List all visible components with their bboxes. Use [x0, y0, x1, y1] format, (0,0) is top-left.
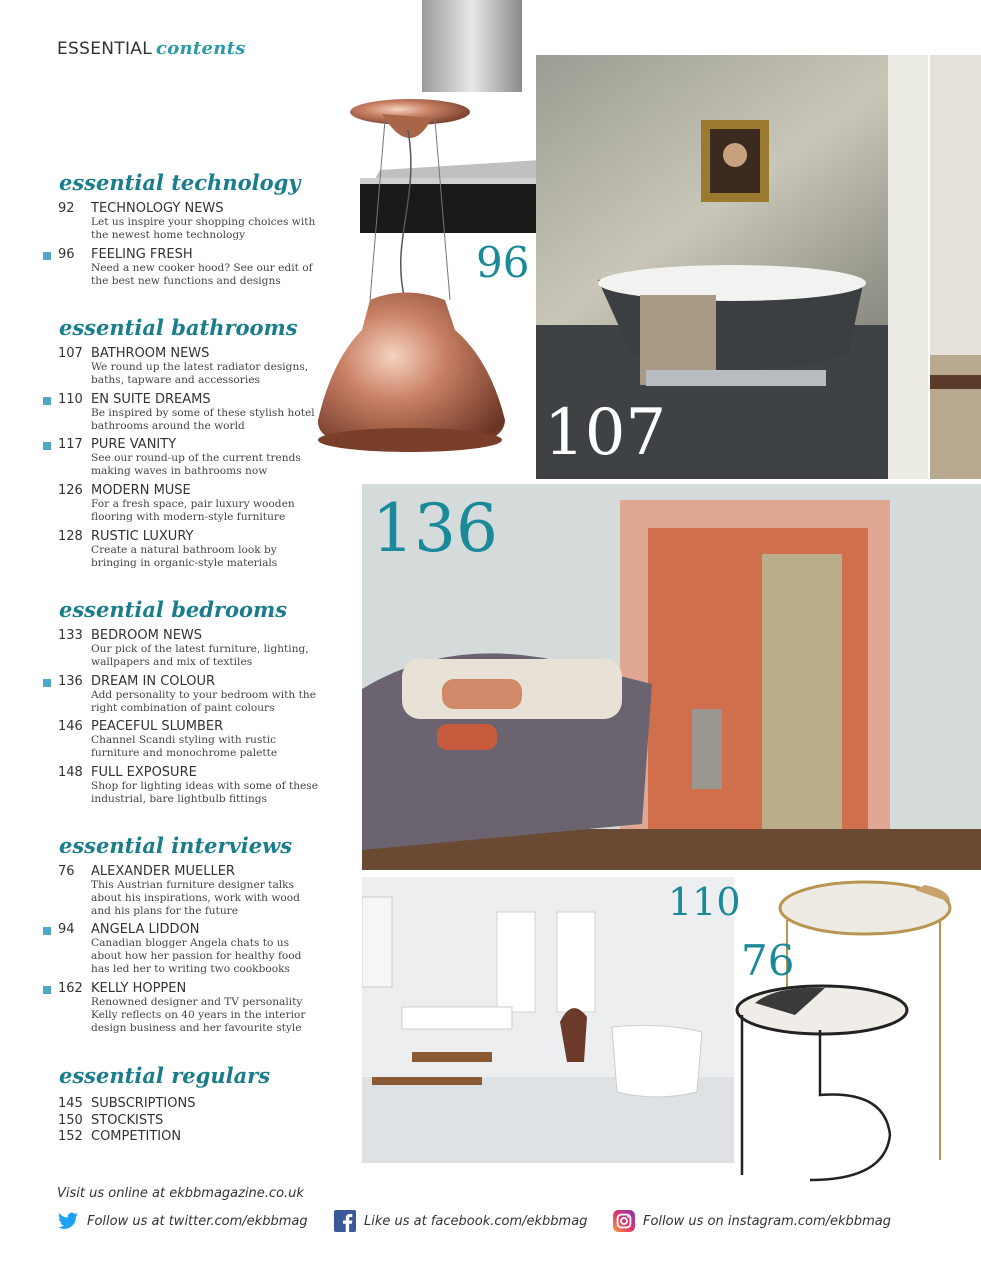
side-room-photo	[930, 55, 981, 479]
facebook-icon	[334, 1210, 356, 1232]
side-tables-photo	[735, 880, 981, 1200]
entry-title: SUBSCRIPTIONS	[91, 1096, 196, 1111]
cooker-hood-photo	[300, 0, 540, 460]
entry-page: 126	[58, 483, 83, 498]
entry-title: PEACEFUL SLUMBER	[91, 719, 224, 734]
entry-description: See our round-up of the current trends making waves in bathrooms now	[91, 452, 301, 477]
twitter-label: Follow us at twitter.com/ekbbmag	[87, 1213, 308, 1229]
entry-title: PURE VANITY	[91, 437, 177, 452]
entry-page: 146	[58, 719, 83, 734]
website-link[interactable]: Visit us online at ekbbmagazine.co.uk	[57, 1186, 304, 1201]
instagram-link[interactable]	[613, 1209, 891, 1233]
entry-description: For a fresh space, pair luxury wooden flooring with modern-style furniture	[91, 498, 295, 523]
entry-description: Renowned designer and TV personality Kelly reflects on 40 years in the interior design business and her favourite style	[91, 996, 306, 1034]
header-emphasis: contents	[155, 38, 246, 59]
header-prefix: ESSENTIAL	[57, 39, 152, 59]
entry-page: 150	[58, 1113, 83, 1128]
entry-page: 96	[58, 247, 75, 262]
entry-description: Create a natural bathroom look by bringing in organic-style materials	[91, 544, 278, 569]
entry-title: KELLY HOPPEN	[91, 981, 187, 996]
entry-page: 133	[58, 628, 83, 643]
bath-page-label: 107	[544, 396, 667, 470]
hood-page-label: 96	[476, 238, 530, 287]
entry-page: 76	[58, 864, 75, 879]
entry-page: 162	[58, 981, 83, 996]
facebook-label: Like us at facebook.com/ekbbmag	[364, 1213, 588, 1229]
entry-title: STOCKISTS	[91, 1113, 164, 1128]
section-title-bedrooms: essential bedrooms	[59, 597, 288, 622]
marker-square-icon	[43, 442, 51, 450]
entry-description: This Austrian furniture designer talks about his inspirations, work with wood and his plans for the future	[91, 879, 300, 917]
entry-description: Canadian blogger Angela chats to us about how her passion for healthy food has led her to writing two cookbooks	[91, 937, 302, 975]
entry-page: 136	[58, 674, 83, 689]
entry-description: Let us inspire your shopping choices with the newest home technology	[91, 216, 316, 241]
instagram-icon	[613, 1210, 635, 1232]
marker-square-icon	[43, 252, 51, 260]
facebook-link[interactable]	[334, 1209, 587, 1233]
entry-description: Our pick of the latest furniture, lighting, wallpapers and mix of textiles	[91, 643, 309, 668]
twitter-icon	[57, 1210, 79, 1232]
entry-page: 110	[58, 392, 83, 407]
entry-page: 92	[58, 201, 75, 216]
marker-square-icon	[43, 679, 51, 687]
section-title-regulars: essential regulars	[59, 1063, 271, 1088]
entry-description: Need a new cooker hood? See our edit of the best new functions and designs	[91, 262, 313, 287]
entry-page: 117	[58, 437, 83, 452]
entry-description: Add personality to your bedroom with the right combination of paint colours	[91, 689, 316, 714]
marker-square-icon	[43, 986, 51, 994]
tables-page-label: 76	[741, 936, 795, 985]
instagram-label: Follow us on instagram.com/ekbbmag	[643, 1213, 891, 1229]
entry-title: ANGELA LIDDON	[91, 922, 200, 937]
entry-title: EN SUITE DREAMS	[91, 392, 211, 407]
entry-title: FULL EXPOSURE	[91, 765, 197, 780]
entry-page: 145	[58, 1096, 83, 1111]
section-title-interviews: essential interviews	[59, 833, 293, 858]
marker-square-icon	[43, 927, 51, 935]
bedroom-page-label: 136	[372, 490, 498, 567]
entry-page: 152	[58, 1129, 83, 1144]
entry-title: RUSTIC LUXURY	[91, 529, 194, 544]
entry-description: We round up the latest radiator designs, baths, tapware and accessories	[91, 361, 309, 386]
marker-square-icon	[43, 397, 51, 405]
page-header	[57, 38, 246, 59]
entry-title: FEELING FRESH	[91, 247, 193, 262]
entry-title: TECHNOLOGY NEWS	[91, 201, 224, 216]
entry-page: 148	[58, 765, 83, 780]
entry-description: Channel Scandi styling with rustic furniture and monochrome palette	[91, 734, 278, 759]
section-title-bathrooms: essential bathrooms	[59, 315, 298, 340]
entry-page: 128	[58, 529, 83, 544]
entry-description: Shop for lighting ideas with some of these industrial, bare lightbulb fittings	[91, 780, 319, 805]
ensuite-page-label: 110	[668, 880, 741, 924]
entry-title: BEDROOM NEWS	[91, 628, 203, 643]
entry-title: ALEXANDER MUELLER	[91, 864, 235, 879]
entry-page: 94	[58, 922, 75, 937]
entry-title: BATHROOM NEWS	[91, 346, 210, 361]
entry-description: Be inspired by some of these stylish hotel bathrooms around the world	[91, 407, 315, 432]
twitter-link[interactable]	[57, 1209, 308, 1233]
entry-title: MODERN MUSE	[91, 483, 191, 498]
section-title-technology: essential technology	[59, 170, 301, 195]
entry-title: COMPETITION	[91, 1129, 182, 1144]
entry-title: DREAM IN COLOUR	[91, 674, 216, 689]
entry-page: 107	[58, 346, 83, 361]
